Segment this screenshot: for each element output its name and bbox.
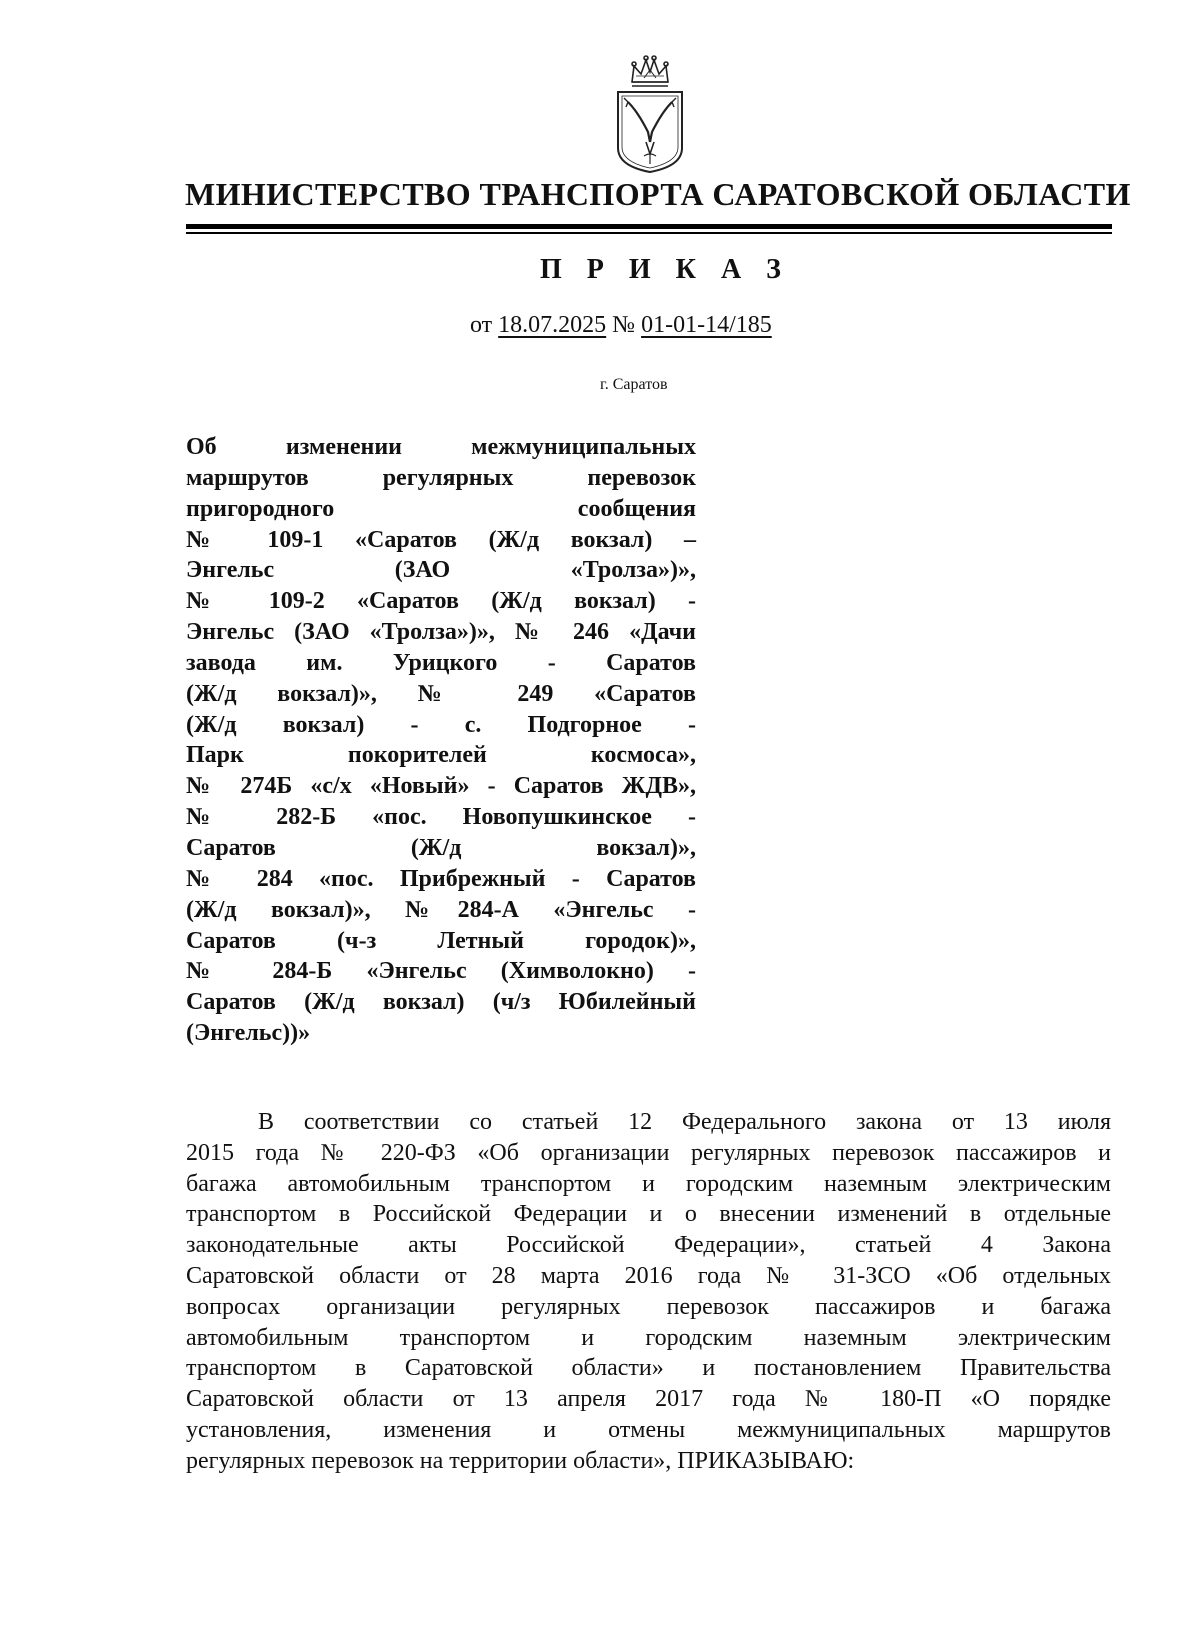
body-line: законодательные акты Российской Федерации», статьей 4 Закона — [186, 1232, 1111, 1259]
subject-line: (Ж/д вокзал)», № 249 «Саратов — [186, 680, 696, 707]
ministry-name: МИНИСТЕРСТВО ТРАНСПОРТА САРАТОВСКОЙ ОБЛАСТИ — [185, 176, 1131, 212]
body-line: транспортом в Российской Федерации и о внесении изменений в отдельные — [186, 1201, 1111, 1228]
order-preamble — [186, 1107, 1111, 1477]
subject-line: пригородного сообщения — [186, 495, 696, 522]
order-date: 18.07.2025 — [498, 312, 607, 338]
subject-line: № 284 «пос. Прибрежный - Саратов — [186, 865, 696, 892]
body-line: Саратовской области от 13 апреля 2017 года № 180-П «О порядке — [186, 1386, 1111, 1413]
subject-line: Саратов (Ж/д вокзал) (ч/з Юбилейный — [186, 989, 696, 1016]
subject-line: Энгельс (ЗАО «Тролза»)», № 246 «Дачи — [186, 619, 696, 646]
body-line: В соответствии со статьей 12 Федерального закона от 13 июля — [258, 1109, 1111, 1135]
subject-line: № 274Б «с/х «Новый» - Саратов ЖДВ», — [186, 773, 696, 800]
subject-line: маршрутов регулярных перевозок — [186, 464, 696, 491]
body-line: 2015 года № 220-ФЗ «Об организации регулярных перевозок пассажиров и — [186, 1139, 1111, 1166]
body-line: транспортом в Саратовской области» и постановлением Правительства — [186, 1355, 1111, 1382]
body-line: регулярных перевозок на территории области», ПРИКАЗЫВАЮ: — [186, 1447, 855, 1474]
date-prefix: от — [470, 312, 493, 338]
document-type-title: П Р И К А З — [540, 254, 790, 285]
coat-of-arms-icon — [610, 52, 690, 174]
subject-line: № 109-1 «Саратов (Ж/д вокзал) – — [186, 526, 696, 553]
city-label: г. Саратов — [600, 376, 668, 393]
number-sign: № — [612, 312, 636, 338]
subject-line: Энгельс (ЗАО «Тролза»)», — [186, 557, 696, 584]
subject-line: (Ж/д вокзал)», №284-А «Энгельс - — [186, 896, 696, 923]
subject-line: № 109-2 «Саратов (Ж/д вокзал) - — [186, 588, 696, 615]
order-number: 01-01-14/185 — [641, 312, 772, 338]
order-subject — [186, 432, 696, 1049]
date-number-line — [470, 312, 870, 339]
subject-line: Парк покорителей космоса», — [186, 742, 696, 769]
subject-line: № 284-Б «Энгельс (Химволокно) - — [186, 958, 696, 985]
subject-line: завода им. Урицкого - Саратов — [186, 649, 696, 676]
subject-line: Саратов (Ж/д вокзал)», — [186, 834, 696, 861]
body-line: Саратовской области от 28 марта 2016 года № 31-ЗСО «Об отдельных — [186, 1262, 1111, 1289]
subject-line: № 282-Б «пос. Новопушкинское - — [186, 804, 696, 831]
header-rule-thin — [186, 232, 1112, 234]
subject-line: Об изменении межмуниципальных — [186, 434, 696, 460]
body-line: вопросах организации регулярных перевозок пассажиров и багажа — [186, 1293, 1111, 1320]
subject-line: (Ж/д вокзал) - с. Подгорное - — [186, 711, 696, 738]
body-line: установления, изменения и отмены межмуниципальных маршрутов — [186, 1416, 1111, 1443]
subject-line: (Энгельс))» — [186, 1020, 311, 1047]
header-rule-thick — [186, 224, 1112, 229]
body-line: багажа автомобильным транспортом и городским наземным электрическим — [186, 1170, 1111, 1197]
subject-line: Саратов (ч-з Летный городок)», — [186, 927, 696, 954]
body-line: автомобильным транспортом и городским наземным электрическим — [186, 1324, 1111, 1351]
